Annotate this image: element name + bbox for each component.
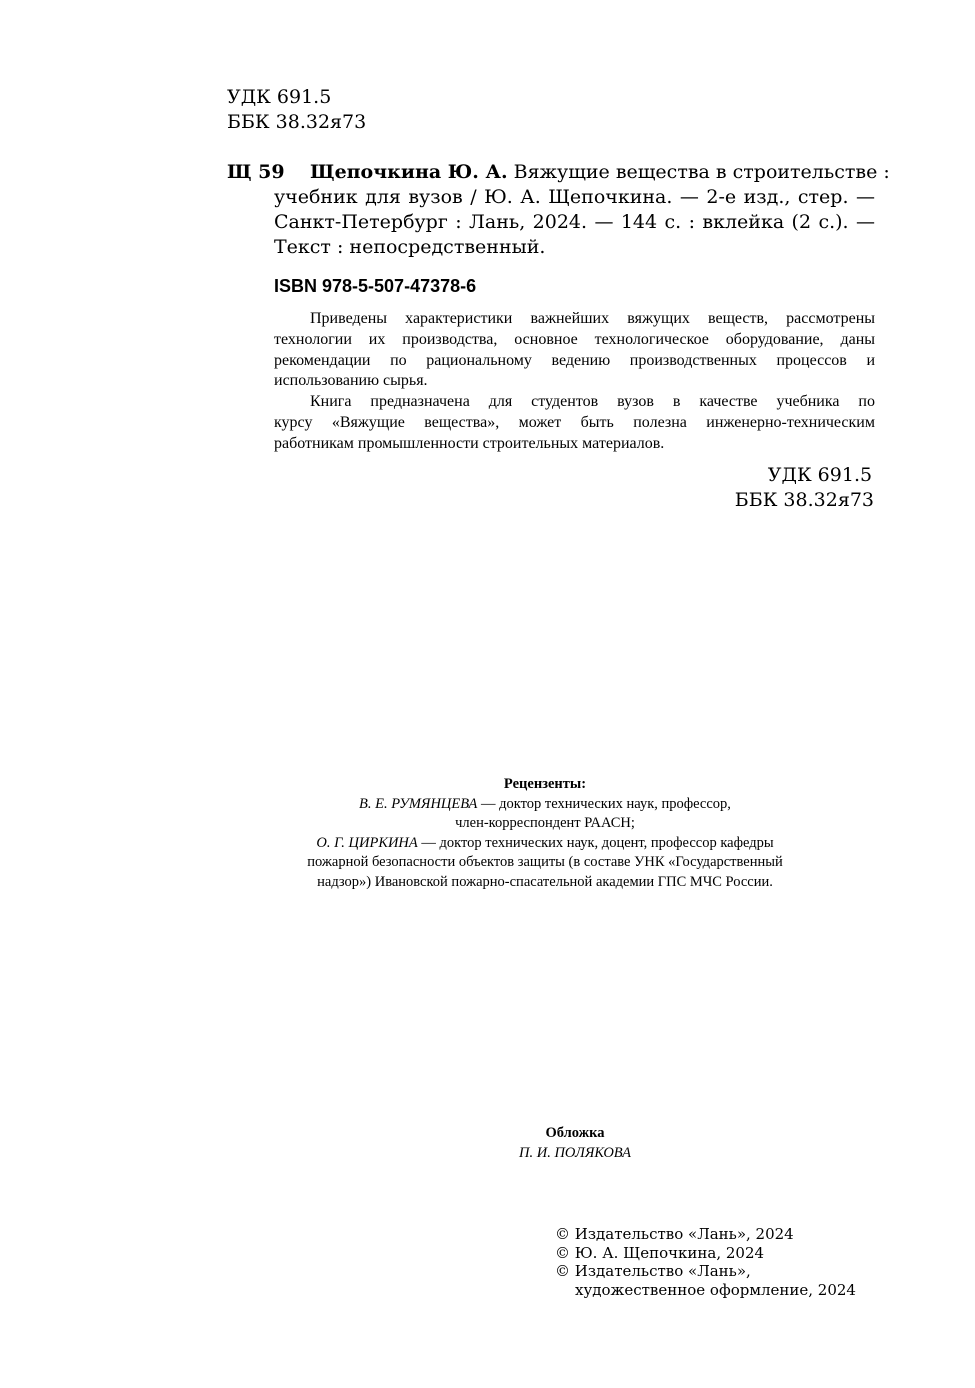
biblio-line-2: учебник для вузов / Ю. А. Щепочкина. — 2-е изд., стер. — <box>274 186 875 208</box>
bottom-udk: УДК 691.5 <box>767 464 873 486</box>
annotation-line: курсу «Вяжущие вещества», может быть полезна инженерно-техническим <box>274 413 875 431</box>
annotation-line: технологии их производства, основное технологическое оборудование, даны <box>274 330 875 348</box>
annotation-line: работникам промышленности строительных материалов. <box>274 434 665 452</box>
biblio-author: Щепочкина Ю. А. <box>310 161 508 183</box>
copyright-publisher: © Издательство «Лань», 2024 <box>555 1225 794 1243</box>
biblio-title: Вяжущие вещества в строительстве : <box>513 161 890 183</box>
reviewer-1-text: — доктор технических наук, профессор, <box>477 795 731 812</box>
cover-heading: Обложка <box>545 1125 605 1141</box>
annotation-line: использованию сырья. <box>274 372 428 390</box>
cover-credit <box>475 1124 675 1163</box>
cover-artist: П. И. ПОЛЯКОВА <box>519 1144 631 1161</box>
copyright-design: © Издательство «Лань», <box>555 1262 751 1280</box>
annotation-line: Приведены характеристики важнейших вяжущих веществ, рассмотрены <box>310 310 875 327</box>
reviewer-1-line-2: член-корреспондент РААСН; <box>455 815 635 831</box>
top-bbk: ББК 38.32я73 <box>227 111 367 133</box>
copyright-author: © Ю. А. Щепочкина, 2024 <box>555 1243 765 1262</box>
bottom-bbk: ББК 38.32я73 <box>734 489 874 511</box>
isbn: ISBN 978-5-507-47378-6 <box>274 276 477 296</box>
biblio-line-4: Текст : непосредственный. <box>274 236 546 258</box>
reviewer-2-name: О. Г. ЦИРКИНА <box>316 834 418 851</box>
reviewer-1 <box>220 795 870 815</box>
reviewer-2-text: — доктор технических наук, доцент, профессор кафедры <box>417 834 774 851</box>
reviewer-2-line-2: пожарной безопасности объектов защиты (в составе УНК «Государственный <box>307 854 783 870</box>
biblio-line-1 <box>310 160 890 185</box>
reviewers-heading: Рецензенты: <box>503 776 587 792</box>
bibliographic-record <box>274 160 890 260</box>
reviewer-1-name: В. Е. РУМЯНЦЕВА <box>359 795 478 812</box>
top-udk: УДК 691.5 <box>227 86 332 108</box>
biblio-line-3: Санкт-Петербург : Лань, 2024. — 144 с. : вклейка (2 с.). — <box>274 211 875 233</box>
reviewers <box>220 775 870 892</box>
bottom-classification-codes <box>735 463 874 513</box>
reviewer-2 <box>220 834 870 854</box>
copyright-design-cont: художественное оформление, 2024 <box>575 1280 856 1299</box>
author-mark: Щ 59 <box>227 161 285 183</box>
top-classification-codes <box>227 85 366 135</box>
annotation-line: рекомендации по рациональному ведению производственных процессов и <box>274 351 875 369</box>
reviewer-2-line-3: надзор») Ивановской пожарно-спасательной академии ГПС МЧС России. <box>317 873 773 890</box>
copyright-notices <box>555 1225 856 1299</box>
annotation <box>274 309 875 455</box>
annotation-line: Книга предназначена для студентов вузов в качестве учебника по <box>310 393 875 411</box>
